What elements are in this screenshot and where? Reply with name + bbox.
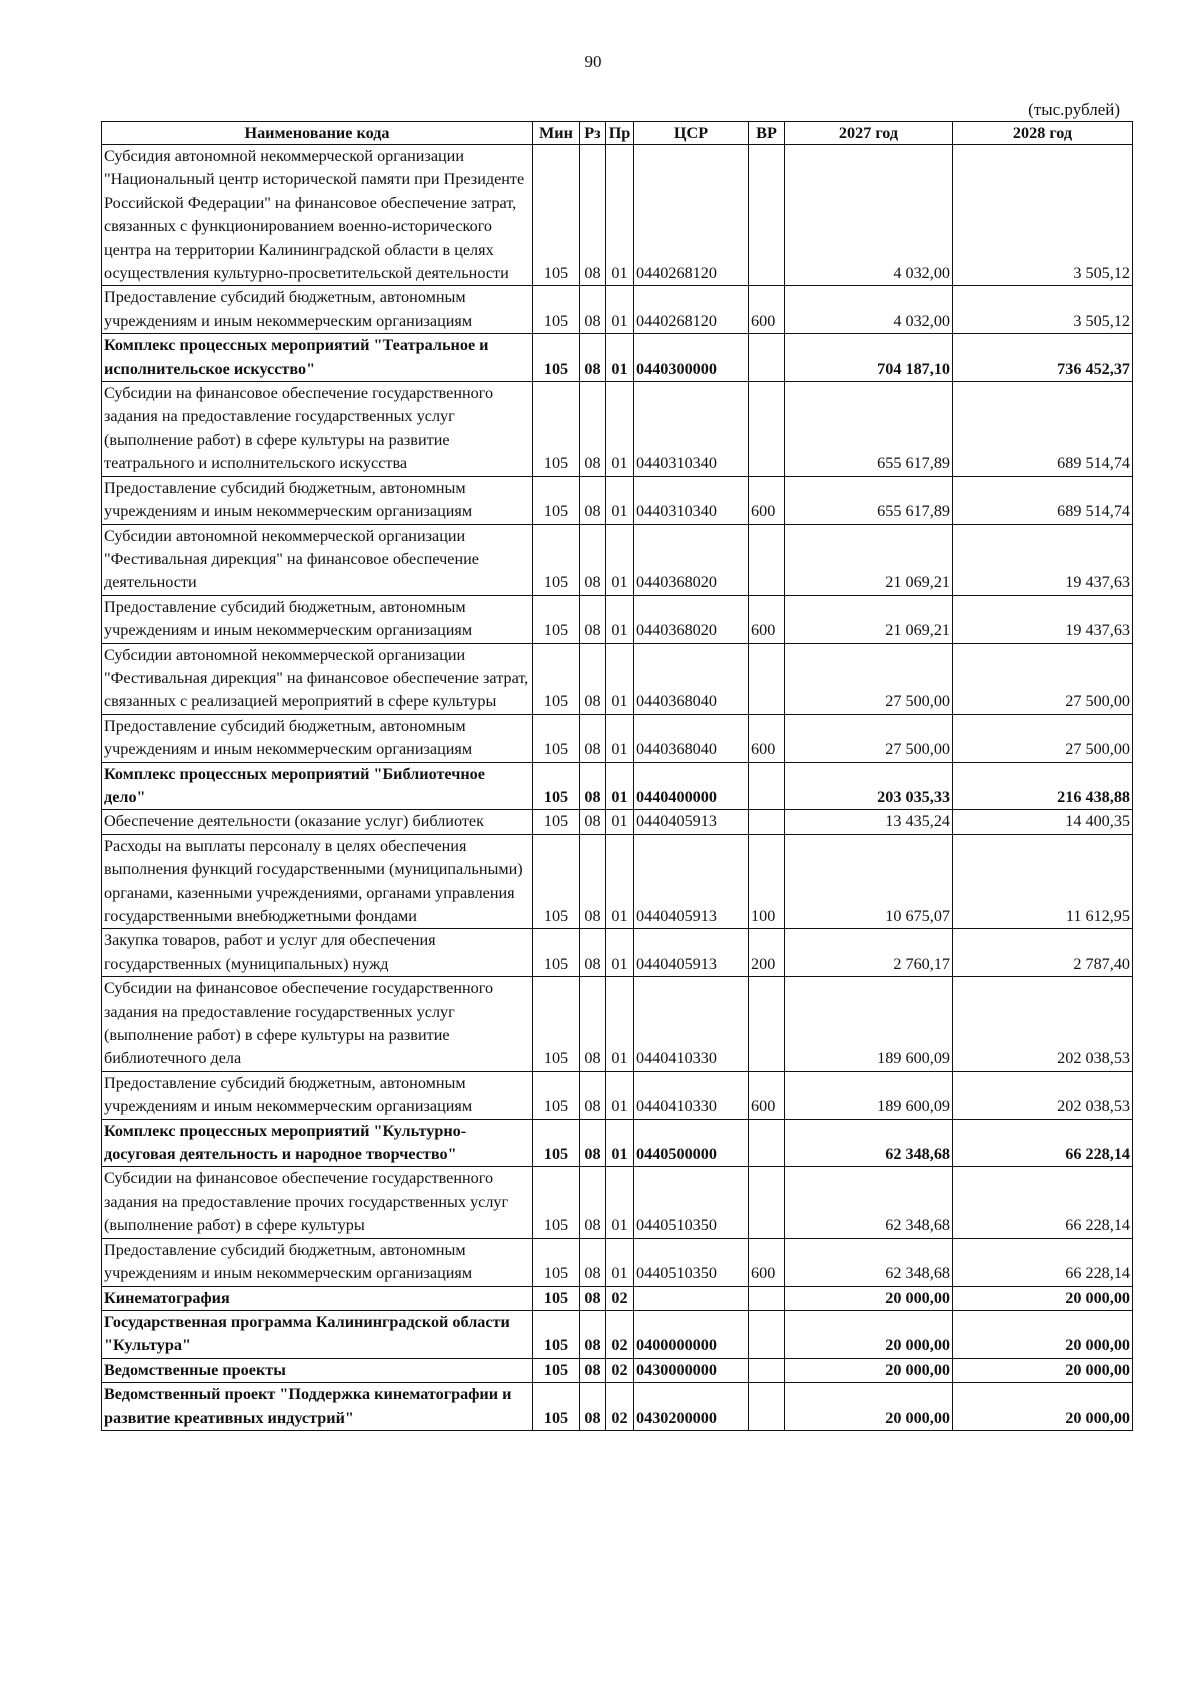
cell-rz: 08 [580, 643, 606, 714]
cell-min: 105 [533, 382, 580, 477]
cell-y2028: 3 505,12 [953, 286, 1133, 334]
cell-name: Закупка товаров, работ и услуг для обеспечения государственных (муниципальных) нужд [102, 929, 533, 977]
cell-rz: 08 [580, 810, 606, 834]
cell-min: 105 [533, 1238, 580, 1286]
cell-min: 105 [533, 334, 580, 382]
table-row [102, 145, 1133, 286]
cell-vr: 600 [749, 1238, 785, 1286]
cell-y2028: 14 400,35 [953, 810, 1133, 834]
cell-name: Субсидии автономной некоммерческой организации "Фестивальная дирекция" на финансовое обеспечение деятельности [102, 524, 533, 595]
cell-min: 105 [533, 1119, 580, 1167]
cell-y2028: 19 437,63 [953, 524, 1133, 595]
cell-y2027: 62 348,68 [785, 1238, 953, 1286]
cell-pr: 01 [606, 1119, 634, 1167]
cell-csr: 0440300000 [634, 334, 749, 382]
cell-vr: 600 [749, 595, 785, 643]
cell-y2027: 4 032,00 [785, 145, 953, 286]
cell-pr: 01 [606, 929, 634, 977]
cell-y2028: 27 500,00 [953, 643, 1133, 714]
page-number: 90 [584, 52, 602, 71]
cell-y2028: 736 452,37 [953, 334, 1133, 382]
cell-vr: 100 [749, 834, 785, 929]
cell-name: Субсидии автономной некоммерческой организации "Фестивальная дирекция" на финансовое обеспечение затрат, связанных с реализацией мероприятий в сфере культуры [102, 643, 533, 714]
cell-y2027: 704 187,10 [785, 334, 953, 382]
cell-y2028: 689 514,74 [953, 476, 1133, 524]
cell-pr: 01 [606, 977, 634, 1072]
cell-y2027: 27 500,00 [785, 714, 953, 762]
cell-csr: 0440368020 [634, 524, 749, 595]
cell-min: 105 [533, 1286, 580, 1310]
cell-name: Субсидии на финансовое обеспечение государственного задания на предоставление государственных услуг (выполнение работ) в сфере культуры на развитие театрального и исполнительского искусства [102, 382, 533, 477]
cell-csr: 0440400000 [634, 762, 749, 810]
cell-rz: 08 [580, 145, 606, 286]
cell-vr: 200 [749, 929, 785, 977]
cell-y2027: 27 500,00 [785, 643, 953, 714]
cell-vr [749, 810, 785, 834]
cell-rz: 08 [580, 1383, 606, 1431]
cell-pr: 02 [606, 1358, 634, 1382]
cell-name: Субсидия автономной некоммерческой организации "Национальный центр исторической памяти при Президенте Российской Федерации" на финансовое обеспечение затрат, связанных с функционированием военно-исторического центра на территории Калининградской области в целях осуществления культурно-просветительской деятельности [102, 145, 533, 286]
cell-rz: 08 [580, 929, 606, 977]
cell-y2028: 19 437,63 [953, 595, 1133, 643]
cell-y2027: 4 032,00 [785, 286, 953, 334]
cell-y2027: 20 000,00 [785, 1358, 953, 1382]
cell-pr: 01 [606, 334, 634, 382]
header-pr: Пр [606, 122, 634, 145]
cell-name: Ведомственный проект "Поддержка кинематографии и развитие креативных индустрий" [102, 1383, 533, 1431]
cell-min: 105 [533, 929, 580, 977]
cell-y2027: 655 617,89 [785, 476, 953, 524]
table-row [102, 834, 1133, 929]
cell-name: Субсидии на финансовое обеспечение государственного задания на предоставление государственных услуг (выполнение работ) в сфере культуры на развитие библиотечного дела [102, 977, 533, 1072]
cell-csr: 0440310340 [634, 382, 749, 477]
cell-y2028: 20 000,00 [953, 1310, 1133, 1358]
cell-min: 105 [533, 714, 580, 762]
cell-y2027: 189 600,09 [785, 977, 953, 1072]
table-row [102, 1310, 1133, 1358]
cell-vr [749, 1286, 785, 1310]
cell-name: Комплекс процессных мероприятий "Театральное и исполнительское искусство" [102, 334, 533, 382]
cell-csr: 0440368020 [634, 595, 749, 643]
cell-y2028: 66 228,14 [953, 1119, 1133, 1167]
cell-csr: 0430200000 [634, 1383, 749, 1431]
cell-name: Предоставление субсидий бюджетным, автономным учреждениям и иным некоммерческим организациям [102, 1238, 533, 1286]
cell-csr: 0400000000 [634, 1310, 749, 1358]
table-row [102, 977, 1133, 1072]
cell-pr: 01 [606, 595, 634, 643]
cell-min: 105 [533, 476, 580, 524]
cell-y2028: 27 500,00 [953, 714, 1133, 762]
cell-pr: 01 [606, 524, 634, 595]
cell-pr: 02 [606, 1286, 634, 1310]
table-row [102, 714, 1133, 762]
cell-min: 105 [533, 145, 580, 286]
cell-pr: 01 [606, 762, 634, 810]
table-row [102, 810, 1133, 834]
cell-rz: 08 [580, 1310, 606, 1358]
cell-y2028: 20 000,00 [953, 1286, 1133, 1310]
cell-pr: 01 [606, 476, 634, 524]
cell-min: 105 [533, 834, 580, 929]
cell-vr: 600 [749, 714, 785, 762]
cell-pr: 01 [606, 1071, 634, 1119]
cell-y2028: 689 514,74 [953, 382, 1133, 477]
table-row [102, 1358, 1133, 1382]
table-row [102, 382, 1133, 477]
header-vr: ВР [749, 122, 785, 145]
cell-csr: 0440310340 [634, 476, 749, 524]
cell-y2027: 203 035,33 [785, 762, 953, 810]
cell-name: Комплекс процессных мероприятий "Культурно-досуговая деятельность и народное творчество" [102, 1119, 533, 1167]
cell-min: 105 [533, 1358, 580, 1382]
cell-rz: 08 [580, 286, 606, 334]
cell-vr [749, 1167, 785, 1238]
cell-y2028: 66 228,14 [953, 1167, 1133, 1238]
cell-rz: 08 [580, 762, 606, 810]
cell-pr: 01 [606, 145, 634, 286]
cell-vr: 600 [749, 1071, 785, 1119]
header-rz: Рз [580, 122, 606, 145]
cell-min: 105 [533, 643, 580, 714]
cell-rz: 08 [580, 1238, 606, 1286]
table-row [102, 476, 1133, 524]
table-row [102, 1119, 1133, 1167]
cell-rz: 08 [580, 834, 606, 929]
table-row [102, 595, 1133, 643]
cell-y2028: 66 228,14 [953, 1238, 1133, 1286]
cell-vr [749, 1310, 785, 1358]
cell-min: 105 [533, 1167, 580, 1238]
cell-y2027: 20 000,00 [785, 1383, 953, 1431]
table-row [102, 1238, 1133, 1286]
cell-y2027: 2 760,17 [785, 929, 953, 977]
cell-y2028: 11 612,95 [953, 834, 1133, 929]
cell-pr: 01 [606, 834, 634, 929]
cell-y2027: 10 675,07 [785, 834, 953, 929]
cell-name: Предоставление субсидий бюджетным, автономным учреждениям и иным некоммерческим организациям [102, 286, 533, 334]
cell-y2028: 216 438,88 [953, 762, 1133, 810]
cell-rz: 08 [580, 977, 606, 1072]
cell-rz: 08 [580, 595, 606, 643]
cell-pr: 02 [606, 1383, 634, 1431]
table-row [102, 1071, 1133, 1119]
cell-y2028: 202 038,53 [953, 1071, 1133, 1119]
cell-pr: 01 [606, 286, 634, 334]
cell-y2028: 20 000,00 [953, 1383, 1133, 1431]
table-row [102, 524, 1133, 595]
cell-vr: 600 [749, 476, 785, 524]
cell-name: Предоставление субсидий бюджетным, автономным учреждениям и иным некоммерческим организациям [102, 476, 533, 524]
cell-y2027: 21 069,21 [785, 524, 953, 595]
cell-csr: 0440510350 [634, 1238, 749, 1286]
cell-name: Кинематография [102, 1286, 533, 1310]
table-row [102, 929, 1133, 977]
cell-rz: 08 [580, 524, 606, 595]
cell-y2027: 189 600,09 [785, 1071, 953, 1119]
cell-min: 105 [533, 977, 580, 1072]
cell-vr [749, 977, 785, 1072]
header-2027: 2027 год [785, 122, 953, 145]
cell-csr: 0440510350 [634, 1167, 749, 1238]
cell-name: Предоставление субсидий бюджетным, автономным учреждениям и иным некоммерческим организациям [102, 714, 533, 762]
cell-name: Государственная программа Калининградской области "Культура" [102, 1310, 533, 1358]
cell-min: 105 [533, 762, 580, 810]
cell-csr: 0430000000 [634, 1358, 749, 1382]
cell-vr [749, 643, 785, 714]
cell-vr: 600 [749, 286, 785, 334]
cell-name: Комплекс процессных мероприятий "Библиотечное дело" [102, 762, 533, 810]
cell-y2027: 20 000,00 [785, 1310, 953, 1358]
cell-name: Предоставление субсидий бюджетным, автономным учреждениям и иным некоммерческим организациям [102, 1071, 533, 1119]
cell-pr: 01 [606, 382, 634, 477]
cell-rz: 08 [580, 714, 606, 762]
cell-rz: 08 [580, 334, 606, 382]
cell-csr: 0440410330 [634, 1071, 749, 1119]
table-body [102, 145, 1133, 1431]
cell-y2027: 21 069,21 [785, 595, 953, 643]
header-min: Мин [533, 122, 580, 145]
cell-name: Ведомственные проекты [102, 1358, 533, 1382]
cell-rz: 08 [580, 1286, 606, 1310]
cell-y2028: 202 038,53 [953, 977, 1133, 1072]
cell-rz: 08 [580, 476, 606, 524]
table-row [102, 1286, 1133, 1310]
cell-vr [749, 382, 785, 477]
table-header-row [102, 122, 1133, 145]
cell-rz: 08 [580, 1358, 606, 1382]
cell-y2027: 13 435,24 [785, 810, 953, 834]
header-name: Наименование кода [102, 122, 533, 145]
cell-csr: 0440268120 [634, 145, 749, 286]
cell-name: Субсидии на финансовое обеспечение государственного задания на предоставление прочих государственных услуг (выполнение работ) в сфере культуры [102, 1167, 533, 1238]
budget-table [101, 121, 1133, 1431]
cell-csr: 0440405913 [634, 929, 749, 977]
cell-pr: 01 [606, 810, 634, 834]
cell-rz: 08 [580, 1071, 606, 1119]
cell-pr: 01 [606, 643, 634, 714]
cell-vr [749, 524, 785, 595]
cell-vr [749, 1119, 785, 1167]
cell-min: 105 [533, 1310, 580, 1358]
cell-vr [749, 762, 785, 810]
unit-note: (тыс.рублей) [1028, 100, 1120, 119]
cell-min: 105 [533, 286, 580, 334]
cell-y2028: 2 787,40 [953, 929, 1133, 977]
cell-vr [749, 334, 785, 382]
table-row [102, 1167, 1133, 1238]
cell-pr: 01 [606, 714, 634, 762]
cell-vr [749, 1358, 785, 1382]
cell-min: 105 [533, 1383, 580, 1431]
table-row [102, 762, 1133, 810]
cell-pr: 01 [606, 1167, 634, 1238]
cell-csr: 0440368040 [634, 643, 749, 714]
table-row [102, 334, 1133, 382]
header-2028: 2028 год [953, 122, 1133, 145]
cell-rz: 08 [580, 382, 606, 477]
cell-csr: 0440268120 [634, 286, 749, 334]
cell-y2027: 62 348,68 [785, 1119, 953, 1167]
cell-y2027: 62 348,68 [785, 1167, 953, 1238]
cell-min: 105 [533, 810, 580, 834]
cell-csr [634, 1286, 749, 1310]
cell-y2027: 655 617,89 [785, 382, 953, 477]
cell-rz: 08 [580, 1119, 606, 1167]
table-row [102, 286, 1133, 334]
cell-csr: 0440500000 [634, 1119, 749, 1167]
cell-csr: 0440368040 [634, 714, 749, 762]
cell-vr [749, 145, 785, 286]
cell-csr: 0440405913 [634, 810, 749, 834]
cell-min: 105 [533, 1071, 580, 1119]
cell-min: 105 [533, 524, 580, 595]
cell-y2028: 20 000,00 [953, 1358, 1133, 1382]
cell-pr: 01 [606, 1238, 634, 1286]
header-csr: ЦСР [634, 122, 749, 145]
cell-min: 105 [533, 595, 580, 643]
cell-vr [749, 1383, 785, 1431]
table-row [102, 1383, 1133, 1431]
table-row [102, 643, 1133, 714]
cell-name: Предоставление субсидий бюджетным, автономным учреждениям и иным некоммерческим организациям [102, 595, 533, 643]
cell-csr: 0440410330 [634, 977, 749, 1072]
cell-csr: 0440405913 [634, 834, 749, 929]
cell-name: Обеспечение деятельности (оказание услуг) библиотек [102, 810, 533, 834]
cell-y2027: 20 000,00 [785, 1286, 953, 1310]
cell-rz: 08 [580, 1167, 606, 1238]
cell-y2028: 3 505,12 [953, 145, 1133, 286]
cell-pr: 02 [606, 1310, 634, 1358]
cell-name: Расходы на выплаты персоналу в целях обеспечения выполнения функций государственными (муниципальными) органами, казенными учреждениями, органами управления государственными внебюджетными фондами [102, 834, 533, 929]
